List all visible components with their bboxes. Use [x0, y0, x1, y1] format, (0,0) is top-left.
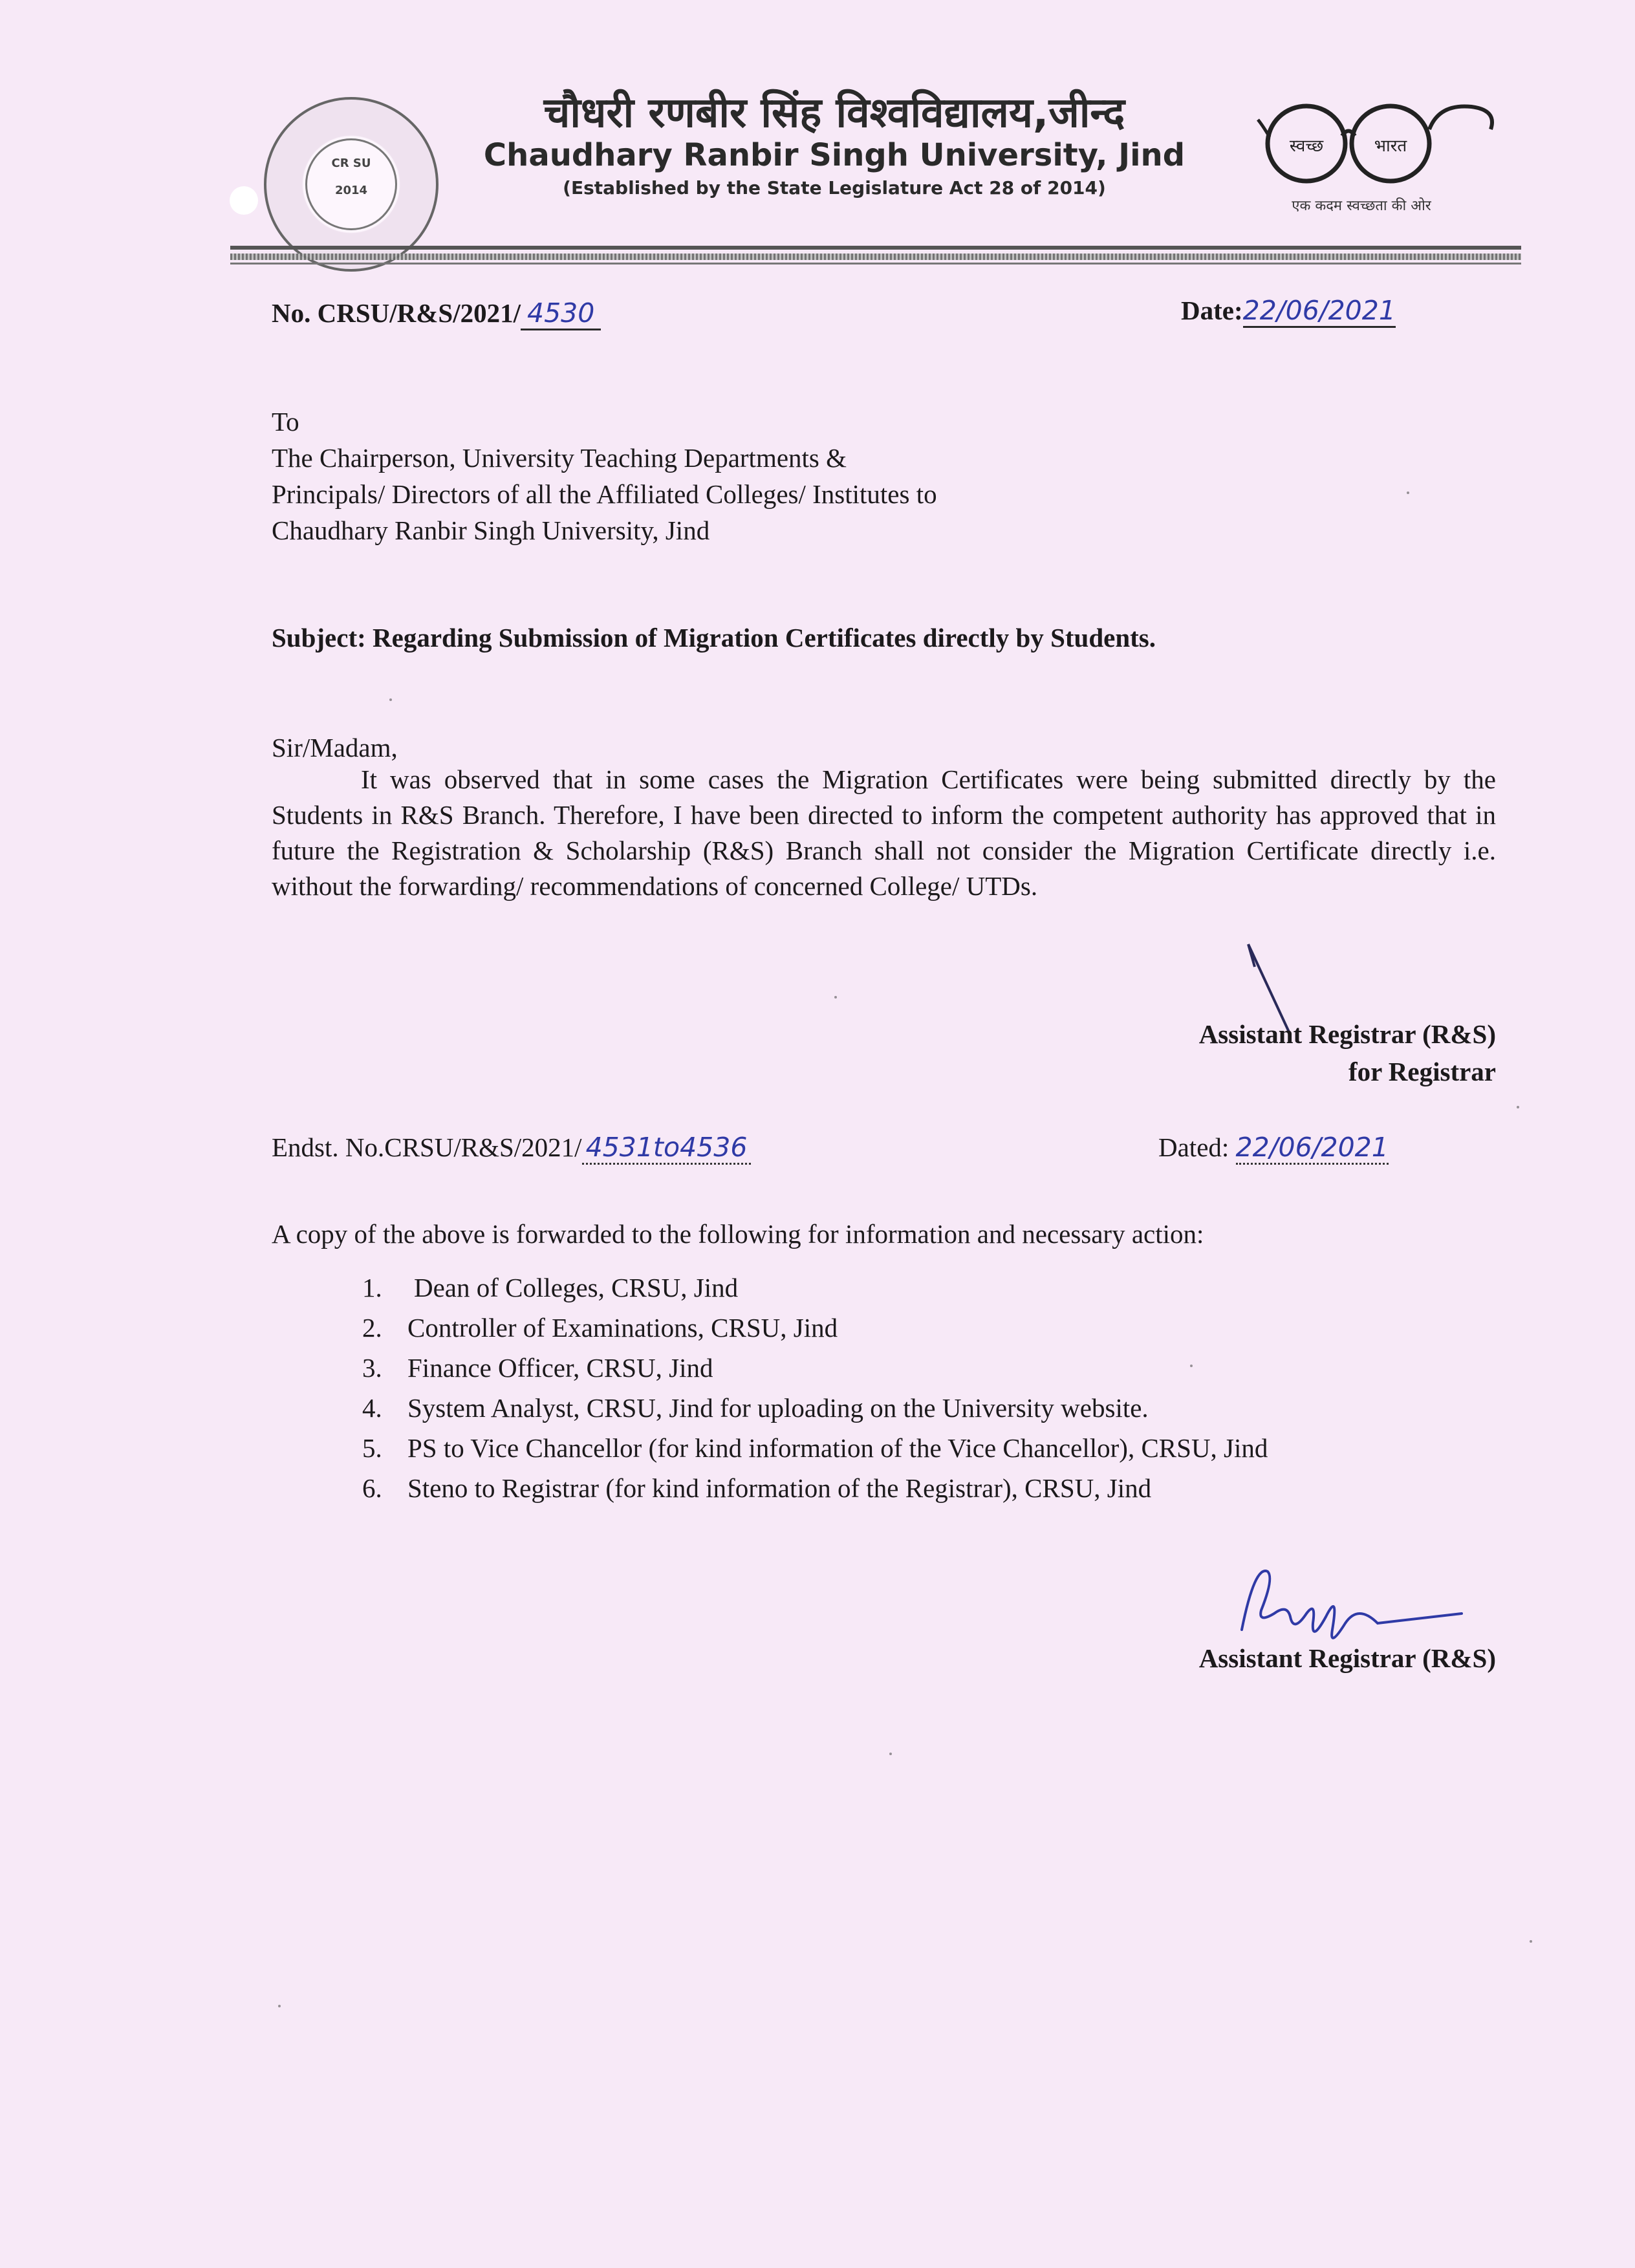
seal-letters: CR SU	[331, 157, 371, 170]
scan-speck	[1517, 1106, 1519, 1108]
date-label: Date:	[1181, 296, 1243, 325]
salutation: Sir/Madam,	[272, 733, 398, 762]
signatory-for: for Registrar	[1348, 1057, 1496, 1086]
reference-prefix: No. CRSU/R&S/2021/	[272, 298, 521, 328]
punch-hole	[230, 186, 258, 215]
copy-forward-line: A copy of the above is forwarded to the following for information and necessary action:	[272, 1219, 1204, 1249]
addressee-line: Principals/ Directors of all the Affiliated Colleges/ Institutes to	[272, 479, 937, 509]
header-rule	[230, 246, 1521, 250]
body-paragraph: It was observed that in some cases the Migration Certificates were being submitted directly by the Students in R&S Branch. Therefore, I have been directed to inform the competent authority has approved that in future the Registration & Scholarship (R&S) Branch shall not consider the Migration Certificate directly i.e. without the forwarding/ recommendations of concerned College/ UTDs.	[272, 764, 1496, 901]
addressee-block	[272, 404, 1177, 548]
subject-line: Subject: Regarding Submission of Migration Certificates directly by Students.	[272, 623, 1156, 653]
endorsement-number	[272, 1132, 751, 1165]
scan-speck	[1190, 1365, 1193, 1367]
signatory-block	[1009, 1015, 1496, 1090]
letter-date	[1181, 295, 1396, 328]
scan-speck	[1530, 1940, 1532, 1943]
list-item: 6. Steno to Registrar (for kind information of the Registrar), CRSU, Jind	[362, 1473, 1152, 1503]
reference-handwritten: 4530	[521, 297, 601, 330]
scan-speck	[834, 996, 837, 999]
header-rule-pattern	[230, 254, 1521, 260]
signatory-title: Assistant Registrar (R&S)	[1198, 1019, 1496, 1049]
endorsement-date	[1158, 1132, 1389, 1165]
seal-year: 2014	[334, 184, 368, 197]
university-name-english: Chaudhary Ranbir Singh University, Jind	[483, 137, 1186, 173]
endorsement-handwritten: 4531to4536	[582, 1132, 752, 1165]
swachh-tagline: एक कदम स्वच्छता की ओर	[1292, 198, 1431, 214]
date-handwritten: 22/06/2021	[1243, 295, 1396, 328]
addressee-line: The Chairperson, University Teaching Departments &	[272, 443, 847, 473]
scan-speck	[1407, 491, 1409, 494]
scan-speck	[278, 2005, 281, 2007]
distribution-list	[362, 1268, 1526, 1508]
endorsement-prefix: Endst. No.CRSU/R&S/2021/	[272, 1132, 582, 1162]
university-name-hindi: चौधरी रणबीर सिंह विश्वविद्यालय,जीन्द	[543, 89, 1125, 137]
list-item: 1. Dean of Colleges, CRSU, Jind	[362, 1273, 739, 1302]
addressee-line: Chaudhary Ranbir Singh University, Jind	[272, 515, 710, 545]
scan-speck	[889, 1753, 892, 1755]
to-label: To	[272, 407, 299, 437]
list-item: 5. PS to Vice Chancellor (for kind information of the Vice Chancellor), CRSU, Jind	[362, 1433, 1268, 1463]
established-line: (Established by the State Legislature Act 28 of 2014)	[563, 177, 1106, 199]
header-rule-thin	[230, 263, 1521, 265]
list-item: 2. Controller of Examinations, CRSU, Jind	[362, 1313, 838, 1343]
dated-label: Dated:	[1158, 1132, 1229, 1162]
final-signatory: Assistant Registrar (R&S)	[1198, 1643, 1496, 1673]
scan-speck	[389, 698, 392, 701]
swachh-right-word: भारत	[1374, 136, 1407, 156]
list-item: 4. System Analyst, CRSU, Jind for uploading on the University website.	[362, 1393, 1149, 1423]
reference-number	[272, 297, 601, 330]
list-item: 3. Finance Officer, CRSU, Jind	[362, 1353, 713, 1383]
swachh-left-word: स्वच्छ	[1289, 136, 1324, 156]
dated-handwritten: 22/06/2021	[1236, 1132, 1389, 1165]
